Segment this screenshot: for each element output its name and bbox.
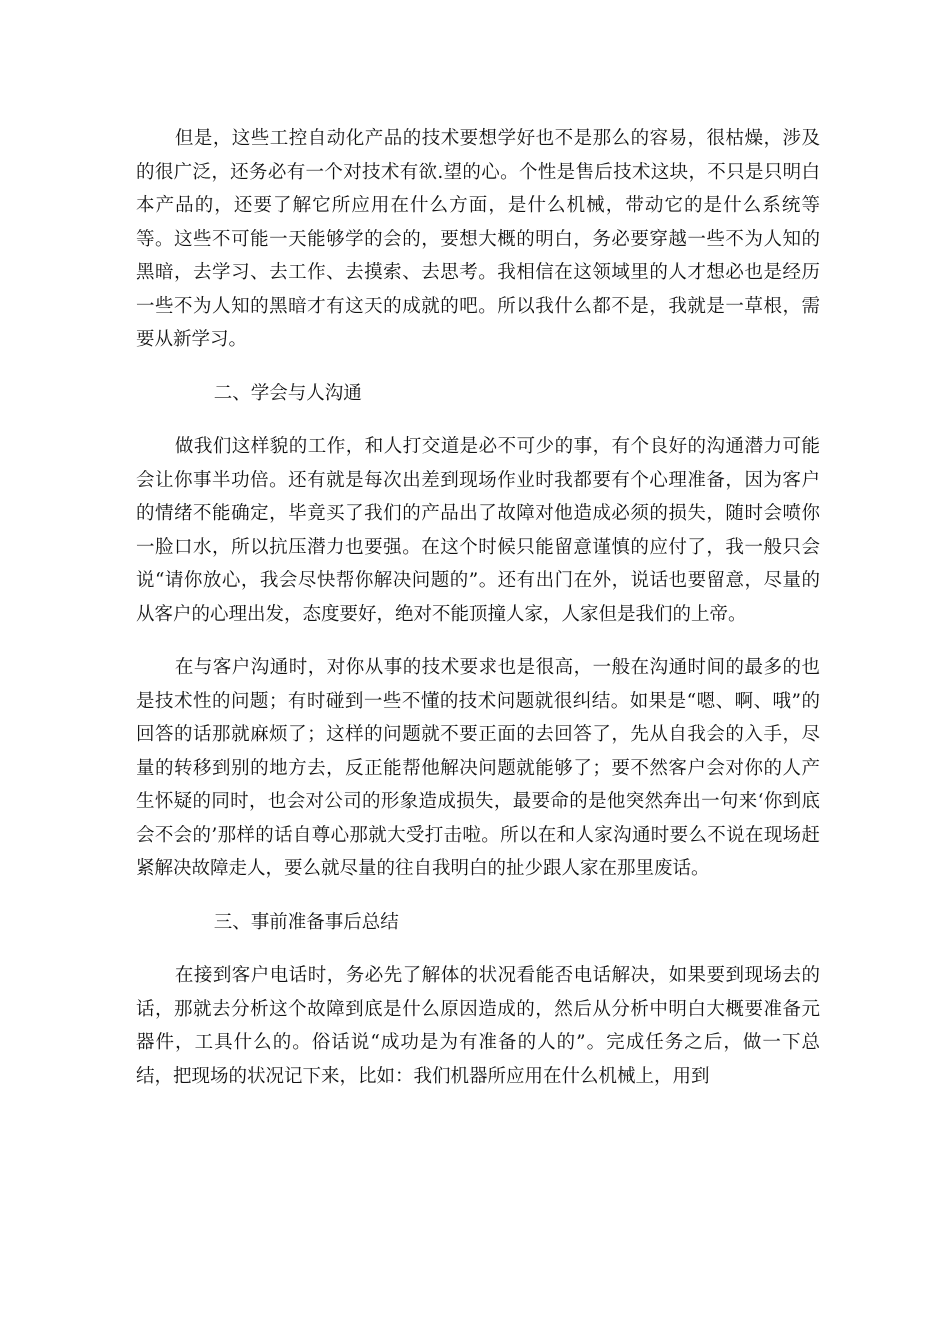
paragraph-3: 在与客户沟通时，对你从事的技术要求也是很高，一般在沟通时间的最多的也是技术性的问题；有时碰到一些不懂的技术问题就很纠结。如果是“嗯、啊、哦”的回答的话那就麻烦了；这样的问题就不要正面的去回答了，先从自我会的入手，尽量的转移到别的地方去，反正能帮他解决问题就能够了；要不然客户会对你的人产生怀疑的同时，也会对公司的形象造成损失，最要命的是他突然奔出一句来‘你到底会不会的’那样的话自尊心那就大受打击啦。所以在和人家沟通时要么不说在现场赶紧解决故障走人，要么就尽量的往自我明白的扯少跟人家在那里废话。 — [136, 657, 820, 879]
document-body — [136, 122, 820, 1113]
paragraph-4: 在接到客户电话时，务必先了解体的状况看能否电话解决，如果要到现场去的话，那就去分析这个故障到底是什么原因造成的，然后从分析中明白大概要准备元器件，工具什么的。俗话说“成功是为有准备的人的”。完成任务之后，做一下总结，把现场的状况记下来，比如：我们机器所应用在什么机械上，用到 — [136, 965, 820, 1087]
paragraph-1: 但是，这些工控自动化产品的技术要想学好也不是那么的容易，很枯燥，涉及的很广泛，还务必有一个对技术有欲.望的心。个性是售后技术这块，不只是只明白本产品的，还要了解它所应用在什么方面，是什么机械，带动它的是什么系统等等。这些不可能一天能够学的会的，要想大概的明白，务必要穿越一些不为人知的黑暗，去学习、去工作、去摸索、去思考。我相信在这领域里的人才想必也是经历一些不为人知的黑暗才有这天的成就的吧。所以我什么都不是，我就是一草根，需要从新学习。 — [136, 128, 820, 350]
section-heading-2: 二、学会与人沟通 — [213, 382, 362, 404]
section-heading-3: 三、事前准备事后总结 — [213, 911, 399, 933]
paragraph-2: 做我们这样貌的工作，和人打交道是必不可少的事，有个良好的沟通潜力可能会让你事半功倍。还有就是每次出差到现场作业时我都要有个心理准备，因为客户的情绪不能确定，毕竟买了我们的产品出了故障对他造成必须的损失，随时会喷你一脸口水，所以抗压潜力也要强。在这个时候只能留意谨慎的应付了，我一般只会说“请你放心，我会尽快帮你解决问题的”。还有出门在外，说话也要留意，尽量的从客户的心理出发，态度要好，绝对不能顶撞人家，人家但是我们的上帝。 — [136, 436, 820, 625]
